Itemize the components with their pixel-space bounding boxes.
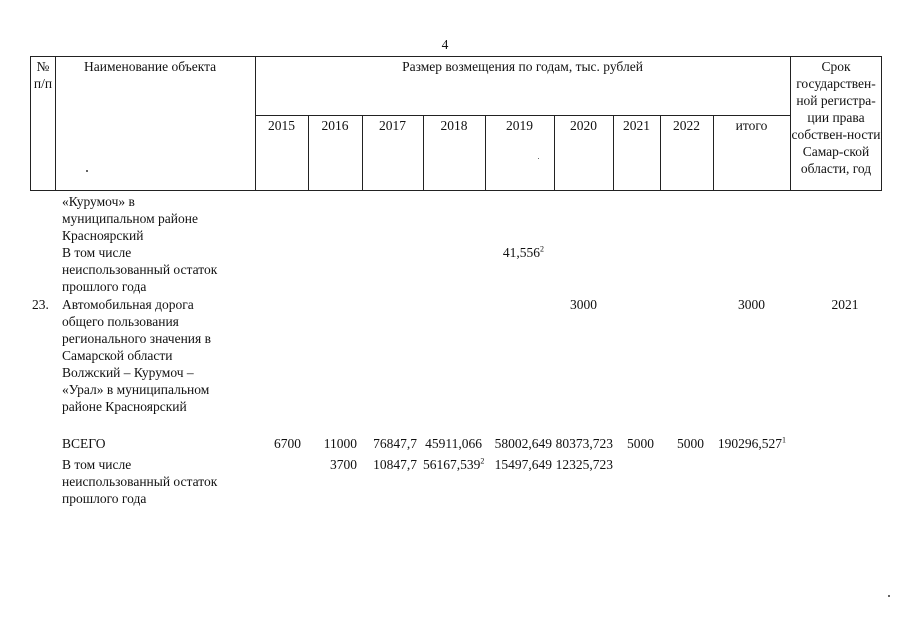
total-value: 45911,066 <box>425 436 482 451</box>
header-year: 2022 <box>673 118 700 133</box>
scan-speck <box>538 158 539 159</box>
header-year: 2017 <box>379 118 406 133</box>
header-year: 2016 <box>321 118 349 133</box>
unused-balance-value: 10847,7 <box>373 457 417 472</box>
value-total: 3000 <box>738 297 765 312</box>
object-name-continued: «Курумоч» в муниципальном районе Красноярский <box>62 194 198 243</box>
header-num: № п/п <box>33 59 53 91</box>
page-number: 4 <box>441 37 449 52</box>
unused-balance-label: В том числе неиспользованный остаток прошлого года <box>62 245 218 294</box>
grand-total-value: 190296,527$^1$ <box>717 435 786 451</box>
header-deadline: Срок государствен-ной регистра-ции права собствен-ности Самар-ской области, год <box>791 59 881 176</box>
total-value: 76847,7 <box>373 436 417 451</box>
object-name: Автомобильная дорога общего пользования регионального значения в Самарской области Волжский – Курумоч – «Урал» в муниципальном районе Красноярский <box>62 297 211 414</box>
header-amount: Размер возмещения по годам, тыс. рублей <box>402 59 643 74</box>
total-label: ВСЕГО <box>62 436 106 451</box>
header-year: 2020 <box>570 118 597 133</box>
scan-speck <box>86 170 88 172</box>
header-year: 2019 <box>506 118 533 133</box>
row-number: 23. <box>32 297 49 312</box>
unused-balance-label: В том числе неиспользованный остаток прошлого года <box>62 457 218 506</box>
header-year: 2018 <box>440 118 468 133</box>
total-value: 6700 <box>274 436 301 451</box>
scan-speck <box>888 595 890 597</box>
total-value: 5000 <box>677 436 704 451</box>
unused-balance-value: 15497,649 <box>494 457 552 472</box>
value-2019: 41,556$^2$ <box>502 244 544 260</box>
header-year: итого <box>735 118 768 133</box>
value-2020: 3000 <box>570 297 597 312</box>
total-value: 80373,723 <box>555 436 613 451</box>
unused-balance-value: 12325,723 <box>555 457 613 472</box>
unused-balance-value: 56167,539$^2$ <box>423 456 485 472</box>
unused-balance-value: 3700 <box>330 457 357 472</box>
header-year: 2021 <box>623 118 650 133</box>
registration-year: 2021 <box>831 297 859 312</box>
total-value: 58002,649 <box>494 436 552 451</box>
header-name: Наименование объекта <box>84 59 217 74</box>
total-value: 5000 <box>627 436 654 451</box>
header-year: 2015 <box>268 118 295 133</box>
total-value: 11000 <box>323 436 357 451</box>
